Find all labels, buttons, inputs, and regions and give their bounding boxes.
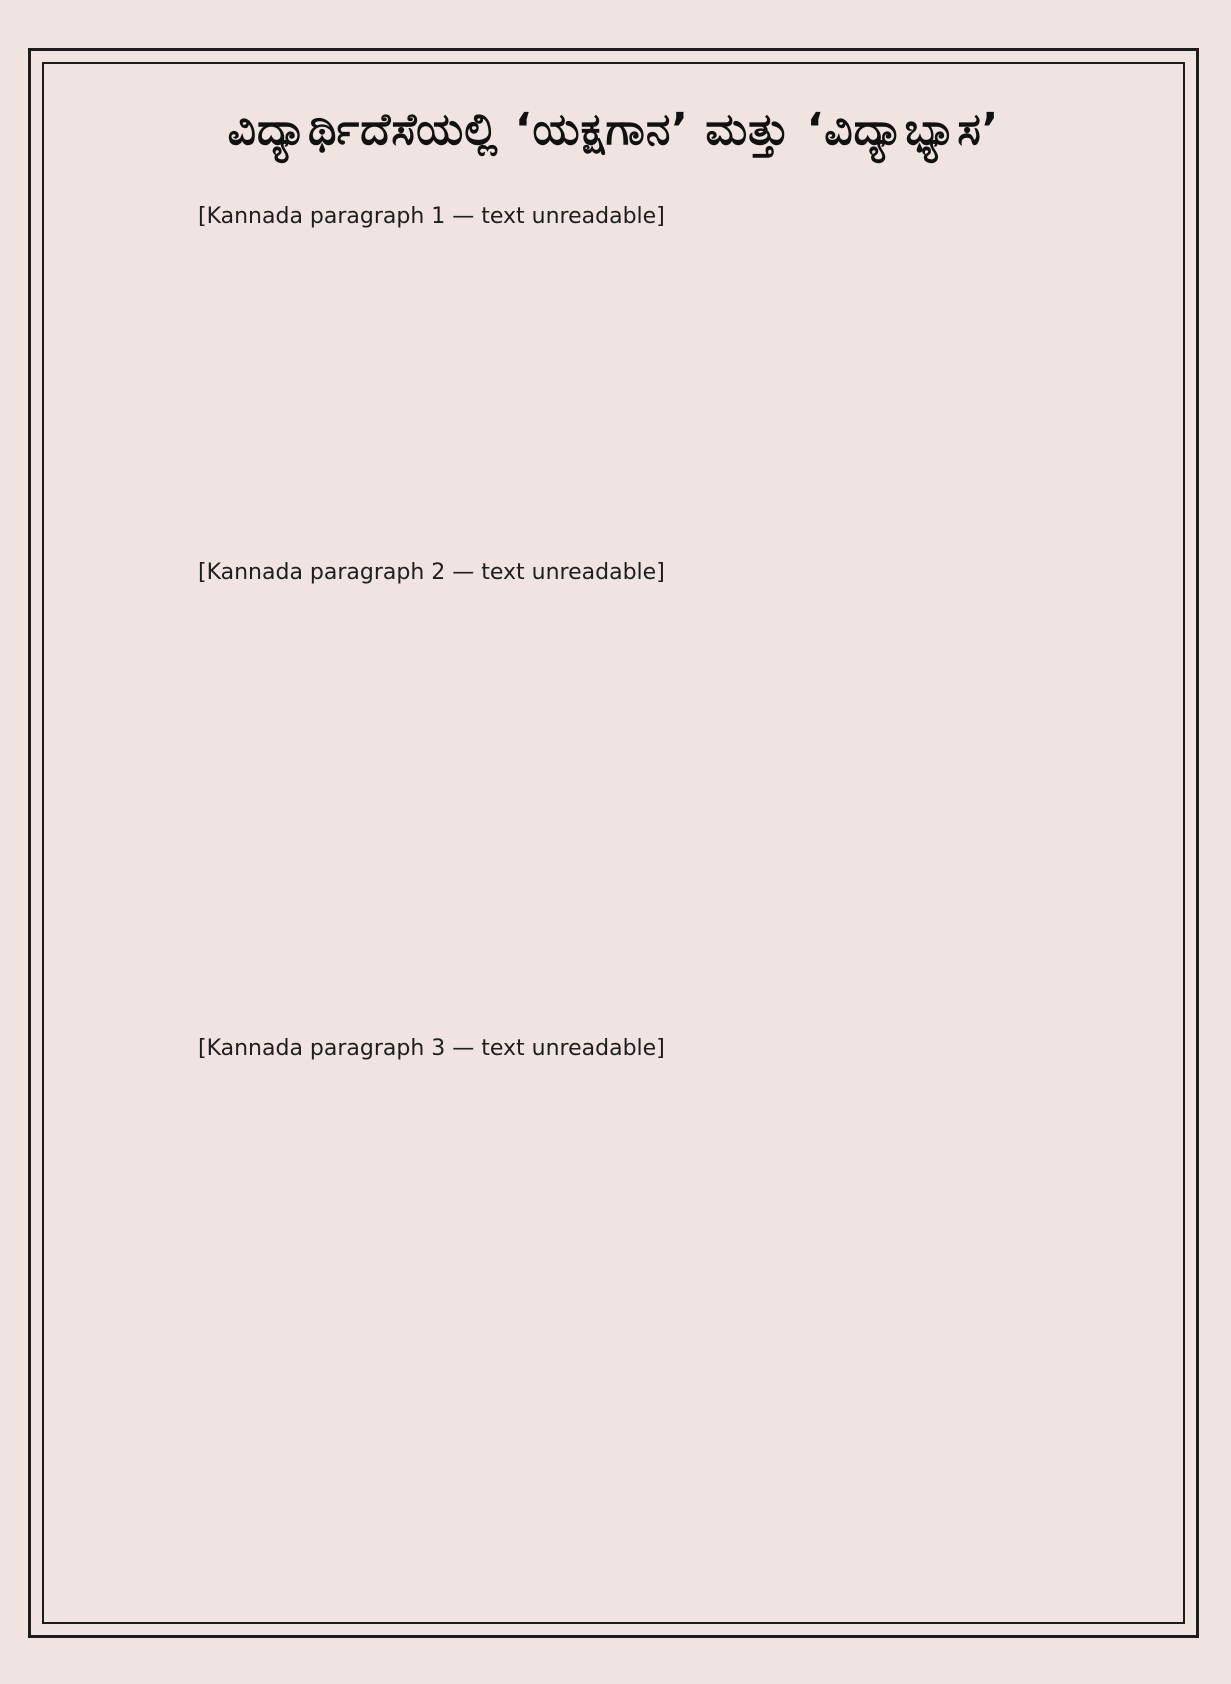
article-frame [42, 62, 1185, 1624]
article-paragraph-2: [Kannada paragraph 2 — text unreadable] [198, 559, 665, 585]
article-paragraph-3: [Kannada paragraph 3 — text unreadable] [198, 1035, 665, 1061]
article-paragraph-1: [Kannada paragraph 1 — text unreadable] [198, 203, 665, 229]
article-title: ವಿದ್ಯಾರ್ಥಿದೆಸೆಯಲ್ಲಿ ‘ಯಕ್ಷಗಾನ’ ಮತ್ತು ‘ವಿದ್ಯಾಭ್ಯಾಸ’ [227, 104, 1000, 155]
